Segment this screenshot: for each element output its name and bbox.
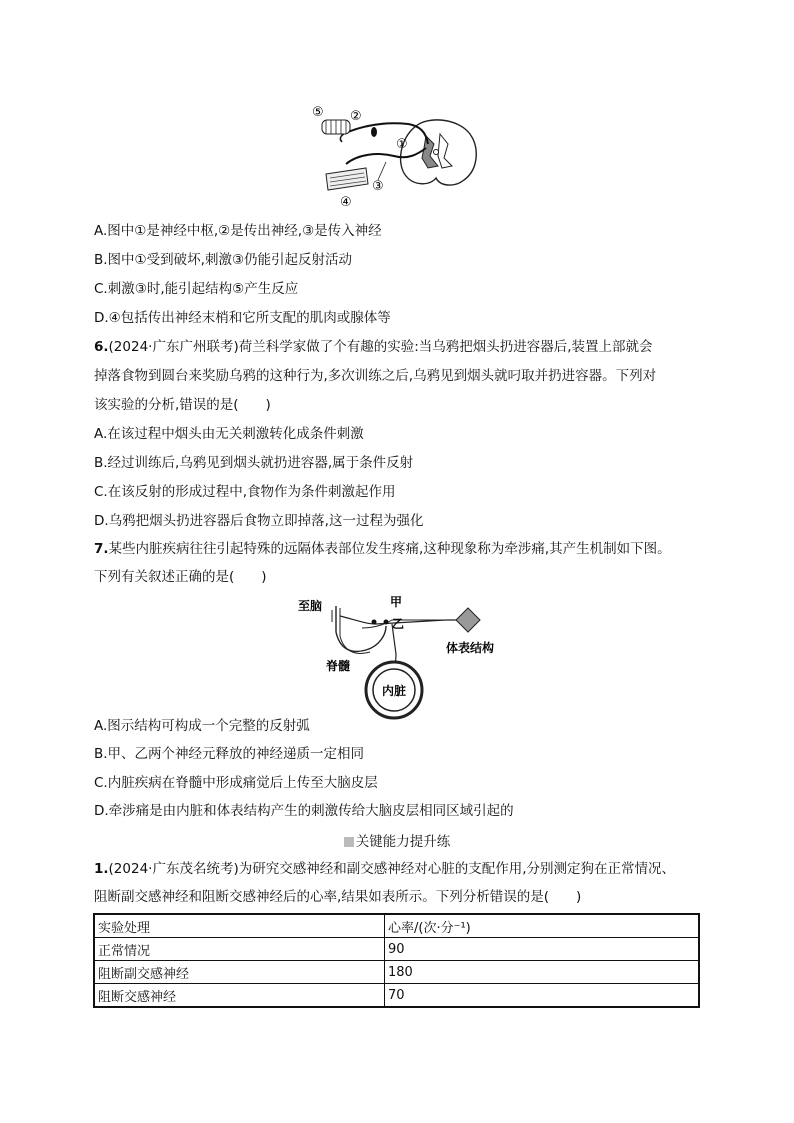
table-cell: 阻断交感神经: [94, 984, 385, 1008]
q6-stem-line-1: 6.(2024·广东广州联考)荷兰科学家做了个有趣的实验:当乌鸦把烟头扔进容器后,装置上部就会: [94, 339, 653, 355]
q5-option-a: A.图中①是神经中枢,②是传出神经,③是传入神经: [94, 223, 382, 239]
p1-stem-line-1: 1.(2024·广东茂名统考)为研究交感神经和副交感神经对心脏的支配作用,分别测定狗在正常情况、: [94, 861, 676, 877]
fig2-label-jia: 甲: [390, 595, 403, 609]
fig1-label-3: ③: [372, 179, 384, 194]
q7-option-a: A.图示结构可构成一个完整的反射弧: [94, 718, 310, 734]
q6-option-a: A.在该过程中烟头由无关刺激转化成条件刺激: [94, 426, 364, 442]
table-header-cell: 心率/(次·分⁻¹): [385, 914, 700, 938]
table-cell: 正常情况: [94, 938, 385, 961]
section-title: 关键能力提升练: [0, 830, 794, 850]
reflex-arc-figure: [308, 104, 484, 208]
table-cell: 70: [385, 984, 700, 1008]
table-cell: 阻断副交感神经: [94, 961, 385, 984]
p1-number: 1.: [94, 861, 109, 877]
table-row: [94, 984, 699, 1008]
fig2-label-to-brain: 至脑: [298, 599, 323, 613]
q5-option-b: B.图中①受到破坏,刺激③仍能引起反射活动: [94, 252, 353, 268]
q7-stem-line-2: 下列有关叙述正确的是( ): [94, 569, 267, 585]
fig1-label-5: ⑤: [312, 105, 324, 120]
table-cell: 180: [385, 961, 700, 984]
fig2-label-body-surface: 体表结构: [446, 641, 495, 655]
q5-option-c: C.刺激③时,能引起结构⑤产生反应: [94, 281, 299, 297]
section-icon: [344, 837, 354, 847]
q6-option-b: B.经过训练后,乌鸦见到烟头就扔进容器,属于条件反射: [94, 455, 414, 471]
q7-option-c: C.内脏疾病在脊髓中形成痛觉后上传至大脑皮层: [94, 775, 378, 791]
table-row: [94, 938, 699, 961]
fig1-label-2: ②: [350, 109, 362, 124]
table-header-row: [94, 914, 699, 938]
q7-option-b: B.甲、乙两个神经元释放的神经递质一定相同: [94, 746, 365, 762]
q6-option-c: C.在该反射的形成过程中,食物作为条件刺激起作用: [94, 484, 396, 500]
fig2-label-yi: 乙: [392, 617, 405, 631]
q7-option-d: D.牵涉痛是由内脏和体表结构产生的刺激传给大脑皮层相同区域引起的: [94, 803, 514, 819]
table-cell: 90: [385, 938, 700, 961]
q7-number: 7.: [94, 541, 109, 557]
q6-stem-line-3: 该实验的分析,错误的是( ): [94, 397, 271, 413]
p1-stem-line-2: 阻断副交感神经和阻断交感神经后的心率,结果如表所示。下列分析错误的是( ): [94, 889, 582, 905]
fig2-label-spinal-cord: 脊髓: [326, 659, 351, 673]
q7-stem-line-1: 7.某些内脏疾病往往引起特殊的远隔体表部位发生疼痛,这种现象称为牵涉痛,其产生机制如下图。: [94, 541, 671, 557]
fig2-label-viscera: 内脏: [382, 684, 407, 698]
fig1-label-1: ①: [396, 137, 408, 152]
q6-option-d: D.乌鸦把烟头扔进容器后食物立即掉落,这一过程为强化: [94, 513, 424, 529]
fig1-label-4: ④: [340, 195, 352, 208]
table-row: [94, 961, 699, 984]
q6-stem-line-2: 掉落食物到圆台来奖励乌鸦的这种行为,多次训练之后,乌鸦见到烟头就叼取并扔进容器。下列对: [94, 368, 657, 384]
referred-pain-figure: [296, 594, 502, 720]
heart-rate-table: [93, 913, 700, 1008]
q5-option-d: D.④包括传出神经末梢和它所支配的肌肉或腺体等: [94, 310, 391, 326]
table-header-cell: 实验处理: [94, 914, 385, 938]
q6-number: 6.: [94, 339, 109, 355]
